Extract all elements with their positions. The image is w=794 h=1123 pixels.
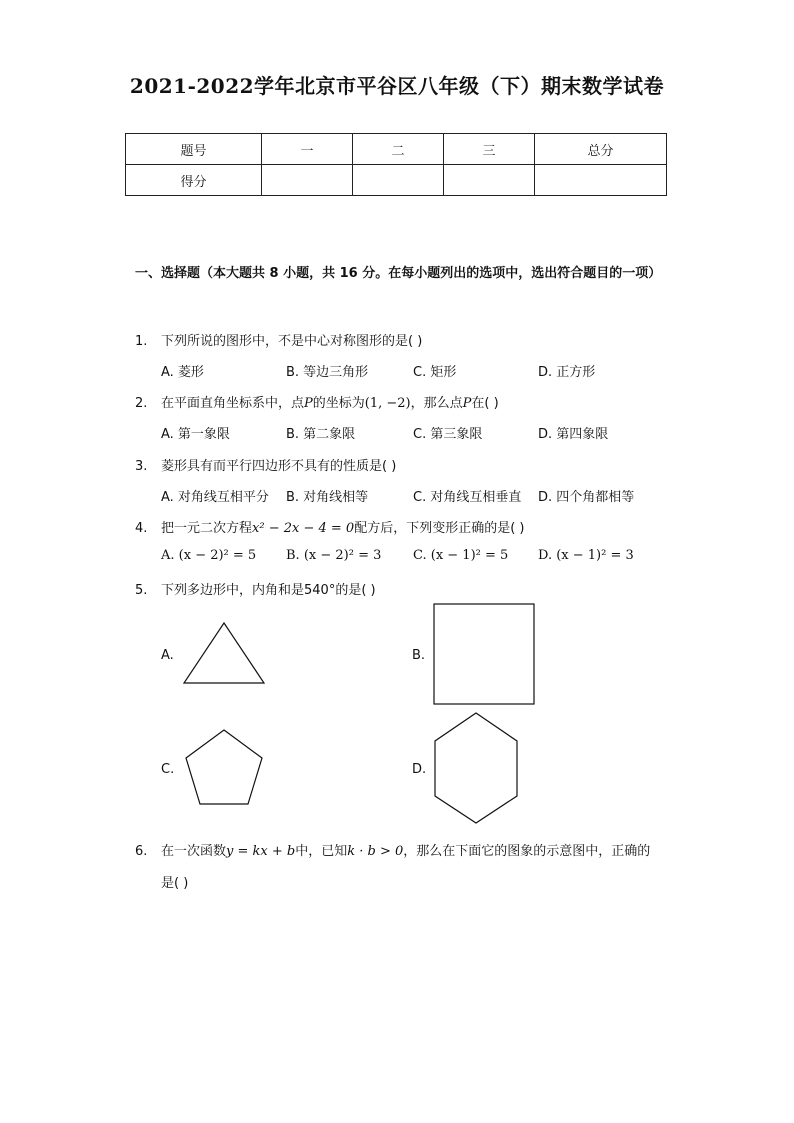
option-d[interactable]: D. xyxy=(412,762,427,777)
option-a[interactable]: A. xyxy=(161,648,174,663)
square-shape xyxy=(432,602,536,706)
option-a[interactable]: A. 菱形 xyxy=(161,365,204,380)
question-stem-part: ，那么点 xyxy=(410,396,463,411)
option-b[interactable]: B. 等边三角形 xyxy=(286,365,369,380)
option-c[interactable]: C. 矩形 xyxy=(413,365,457,380)
question-number: 5. xyxy=(135,583,148,598)
score-table-header-row xyxy=(126,134,667,165)
math-condition: k · b > 0 xyxy=(347,844,404,859)
question-number: 3. xyxy=(135,459,148,474)
score-cell[interactable] xyxy=(444,165,535,196)
question-4 xyxy=(135,517,524,536)
question-number: 1. xyxy=(135,334,148,349)
option-a[interactable]: A. (x − 2)² = 5 xyxy=(161,548,257,563)
question-3 xyxy=(135,455,396,474)
question-stem-part: 在( ) xyxy=(471,396,499,411)
option-a[interactable]: A. 第一象限 xyxy=(161,427,230,442)
question-6 xyxy=(135,840,650,859)
option-b[interactable]: B. 第二象限 xyxy=(286,427,356,442)
question-stem: 下列所说的图形中，不是中心对称图形的是( ) xyxy=(161,334,423,349)
question-stem-part: 把一元二次方程 xyxy=(161,521,253,536)
question-stem: 菱形具有而平行四边形不具有的性质是( ) xyxy=(161,459,397,474)
question-6-line2: 是( ) xyxy=(161,876,189,891)
option-d[interactable]: D. (x − 1)² = 3 xyxy=(538,548,634,563)
section-heading: 一、选择题（本大题共 8 小题，共 16 分。在每小题列出的选项中，选出符合题目的一项） xyxy=(135,266,662,281)
option-c[interactable]: C. (x − 1)² = 5 xyxy=(413,548,509,563)
score-header-cell: 三 xyxy=(444,134,535,165)
option-b[interactable]: B. (x − 2)² = 3 xyxy=(286,548,382,563)
score-cell[interactable] xyxy=(535,165,667,196)
score-table-row xyxy=(126,165,667,196)
question-stem: 下列多边形中，内角和是540°的是( ) xyxy=(161,583,376,598)
score-header-cell: 二 xyxy=(353,134,444,165)
question-stem-part: 在平面直角坐标系中，点 xyxy=(161,396,305,411)
option-c[interactable]: C. 对角线互相垂直 xyxy=(413,490,522,505)
question-2 xyxy=(135,392,499,411)
question-1 xyxy=(135,330,422,349)
option-b[interactable]: B. 对角线相等 xyxy=(286,490,369,505)
score-cell[interactable] xyxy=(262,165,353,196)
score-header-cell: 一 xyxy=(262,134,353,165)
page-title: 2021-2022学年北京市平谷区八年级（下）期末数学试卷 xyxy=(129,74,665,98)
question-stem-part: 的坐标为 xyxy=(312,396,365,411)
option-d[interactable]: D. 四个角都相等 xyxy=(538,490,635,505)
question-stem-part: 在一次函数 xyxy=(161,844,227,859)
option-d[interactable]: D. 正方形 xyxy=(538,365,596,380)
option-a[interactable]: A. 对角线互相平分 xyxy=(161,490,269,505)
question-number: 6. xyxy=(135,844,148,859)
score-row-label: 得分 xyxy=(126,165,262,196)
question-number: 2. xyxy=(135,396,148,411)
score-cell[interactable] xyxy=(353,165,444,196)
score-table xyxy=(125,133,667,196)
question-stem-part: 配方后，下列变形正确的是( ) xyxy=(354,521,525,536)
math-equation: y = kx + b xyxy=(226,844,296,859)
question-number: 4. xyxy=(135,521,148,536)
math-coordinate: (1, −2) xyxy=(364,396,411,411)
score-header-cell: 题号 xyxy=(126,134,262,165)
question-5 xyxy=(135,579,376,598)
score-header-cell: 总分 xyxy=(535,134,667,165)
option-c[interactable]: C. 第三象限 xyxy=(413,427,483,442)
question-stem-part: 中，已知 xyxy=(295,844,348,859)
triangle-shape xyxy=(180,620,268,686)
question-stem-part: ，那么在下面它的图象的示意图中，正确的 xyxy=(403,844,651,859)
math-variable: P xyxy=(462,396,472,411)
pentagon-shape xyxy=(182,726,266,810)
hexagon-shape xyxy=(432,711,520,825)
math-equation: x² − 2x − 4 = 0 xyxy=(252,521,355,536)
option-d[interactable]: D. 第四象限 xyxy=(538,427,609,442)
option-b[interactable]: B. xyxy=(412,648,426,663)
math-variable: P xyxy=(304,396,313,411)
option-c[interactable]: C. xyxy=(161,762,175,777)
